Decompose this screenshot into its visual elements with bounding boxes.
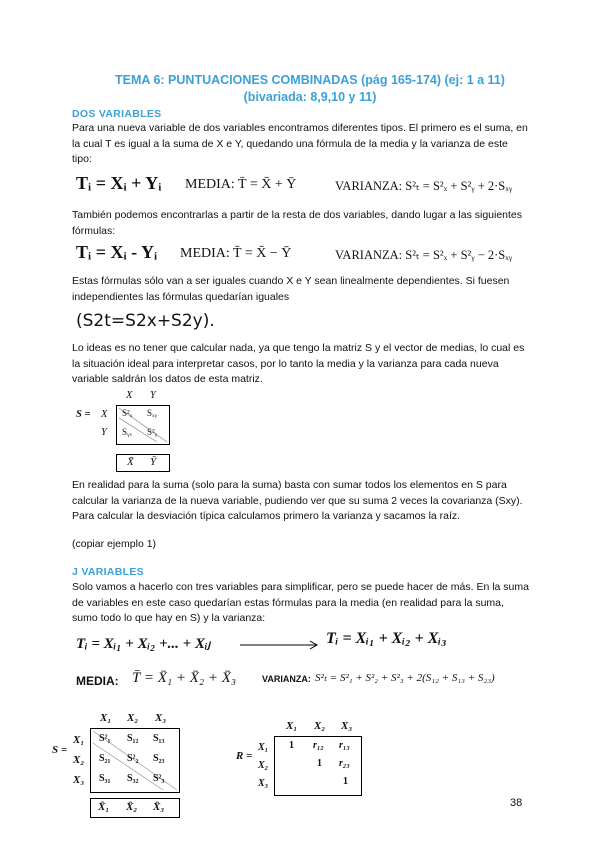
formula-general: Tᵢ = Xᵢ₁ + Xᵢ₂ +... + Xᵢⱼ — [76, 636, 211, 652]
matrix-cell: S²ₓ — [122, 408, 133, 418]
page-subtitle: (bivariada: 8,9,10 y 11) — [243, 90, 377, 104]
matrix-cell: 1 — [343, 776, 348, 787]
mean-value: X̄₂ — [126, 801, 138, 813]
paragraph: También podemos encontrarlas a partir de la resta de dos variables, dando lugar a las siguientes fórmulas: — [72, 209, 523, 237]
formula-diff: Tᵢ = Xᵢ - Yᵢ — [76, 242, 158, 262]
formula-sum: Tᵢ = Xᵢ + Yᵢ — [76, 173, 162, 193]
mean-value: X̄ — [127, 456, 134, 468]
section-heading-dos-variables: DOS VARIABLES — [72, 108, 162, 120]
matrix-body — [116, 405, 170, 445]
matrix-cell: Sₓᵧ — [147, 408, 158, 418]
col-header: X₁ — [100, 712, 112, 724]
varianza-label: VARIANZA: — [262, 674, 311, 684]
matrix-body — [90, 728, 180, 793]
matrix-s-2x2 — [74, 390, 194, 475]
formula-varianza-diff: VARIANZA: S²ₜ = S²ₓ + S²ᵧ − 2·Sₓᵧ — [335, 248, 513, 262]
page-title: TEMA 6: PUNTUACIONES COMBINADAS (pág 165-174) (ej: 1 a 11) — [115, 73, 505, 87]
matrix-name: S = — [52, 744, 68, 756]
matrix-cell: S²ᵧ — [147, 427, 158, 437]
formula-media-j: T̄ = X̄₁ + X̄₂ + X̄₃ — [132, 670, 237, 686]
matrix-cell: 1 — [289, 740, 294, 751]
section-heading-j-variables: J VARIABLES — [72, 566, 144, 578]
formula-three: Tᵢ = Xᵢ₁ + Xᵢ₂ + Xᵢ₃ — [326, 630, 447, 647]
matrix-cell: r₁₂ — [313, 740, 324, 751]
col-header: X₂ — [127, 712, 139, 724]
matrix-cell: 1 — [317, 758, 322, 769]
matrix-cell: S₂₃ — [153, 753, 165, 764]
col-header: X₃ — [341, 720, 353, 732]
means-vector — [116, 454, 170, 472]
matrix-s-3x3 — [52, 712, 212, 820]
means-vector — [90, 798, 180, 818]
row-header: X₁ — [258, 742, 269, 753]
handwritten-formula: (S2t=S2x+S2y). — [76, 311, 215, 331]
paragraph: Lo ideas es no tener que calcular nada, ya que tengo la matriz S y el vector de medias, lo cual es la situación ideal para interpretar casos, por lo tanto la media y la varianza para cada nueva variable saldrán los datos de esta matriz. — [72, 342, 525, 385]
matrix-cell: Sᵧₓ — [122, 427, 133, 437]
matrix-cell: r₂₃ — [339, 758, 350, 769]
matrix-name: S = — [76, 409, 91, 420]
formula-varianza-sum: VARIANZA: S²ₜ = S²ₓ + S²ᵧ + 2·Sₓᵧ — [335, 179, 513, 193]
formula-media-diff: MEDIA: T̄ = X̄ − Ȳ — [180, 246, 292, 261]
paragraph: (copiar ejemplo 1) — [72, 538, 157, 550]
matrix-cell: S₃₂ — [127, 773, 139, 784]
col-header: X₃ — [155, 712, 167, 724]
matrix-r-3x3 — [232, 720, 372, 800]
col-header: X₂ — [314, 720, 326, 732]
row-header: X₂ — [73, 754, 85, 766]
matrix-cell: S₁₃ — [153, 733, 165, 744]
mean-value: X̄₃ — [153, 801, 165, 813]
matrix-cell: S²₃ — [153, 773, 165, 784]
media-label: MEDIA: — [76, 674, 119, 688]
matrix-name: R = — [236, 750, 253, 762]
row-header: X₃ — [258, 778, 269, 789]
paragraph: Para una nueva variable de dos variables encontramos diferentes tipos. El primero es el suma, en la cual T es igual a la suma de X e Y, quedando una fórmula de la media y la varianza de este tipo: — [72, 122, 528, 165]
arrow-icon — [240, 640, 320, 650]
col-header: Y — [150, 390, 156, 401]
matrix-body — [274, 736, 362, 796]
mean-value: Ȳ — [150, 456, 157, 468]
paragraph: En realidad para la suma (solo para la suma) basta con sumar todos los elementos en S para calcular la varianza de la nueva variable, pudiendo ver que su suma 2 veces la covarianza (Sxy). Para calcular la desviación típica calculamos primero la varianza y sacamos la raíz. — [72, 479, 523, 522]
formula-varianza-j: S²ₜ = S²₁ + S²₂ + S²₃ + 2(S₁₂ + S₁₃ + S₂₃) — [315, 672, 495, 684]
matrix-cell: S₁₂ — [127, 733, 139, 744]
row-header: X — [101, 409, 108, 420]
row-header: X₂ — [258, 760, 269, 771]
matrix-cell: r₁₃ — [339, 740, 350, 751]
paragraph: Estas fórmulas sólo van a ser iguales cuando X e Y sean linealmente dependientes. Si fuesen independientes las fórmulas quedarían iguales — [72, 275, 510, 303]
row-header: X₁ — [73, 734, 85, 746]
col-header: X₁ — [286, 720, 298, 732]
formula-media-sum: MEDIA: T̄ = X̄ + Ȳ — [185, 177, 297, 192]
matrix-cell: S²₂ — [127, 753, 139, 764]
page-number: 38 — [510, 797, 523, 809]
paragraph: Solo vamos a hacerlo con tres variables para simplificar, pero se puede hacer de más. En la suma de variables en este caso quedarían estas fórmulas para la media (en realidad para la suma, sumo todo lo que hay en S) y la varianza: — [72, 581, 529, 624]
matrix-cell: S₂₁ — [99, 753, 111, 764]
row-header: X₃ — [73, 774, 85, 786]
mean-value: X̄₁ — [98, 801, 110, 813]
matrix-cell: S²₁ — [99, 733, 111, 744]
matrix-cell: S₃₁ — [99, 773, 111, 784]
row-header: Y — [101, 427, 107, 438]
col-header: X — [126, 390, 133, 401]
